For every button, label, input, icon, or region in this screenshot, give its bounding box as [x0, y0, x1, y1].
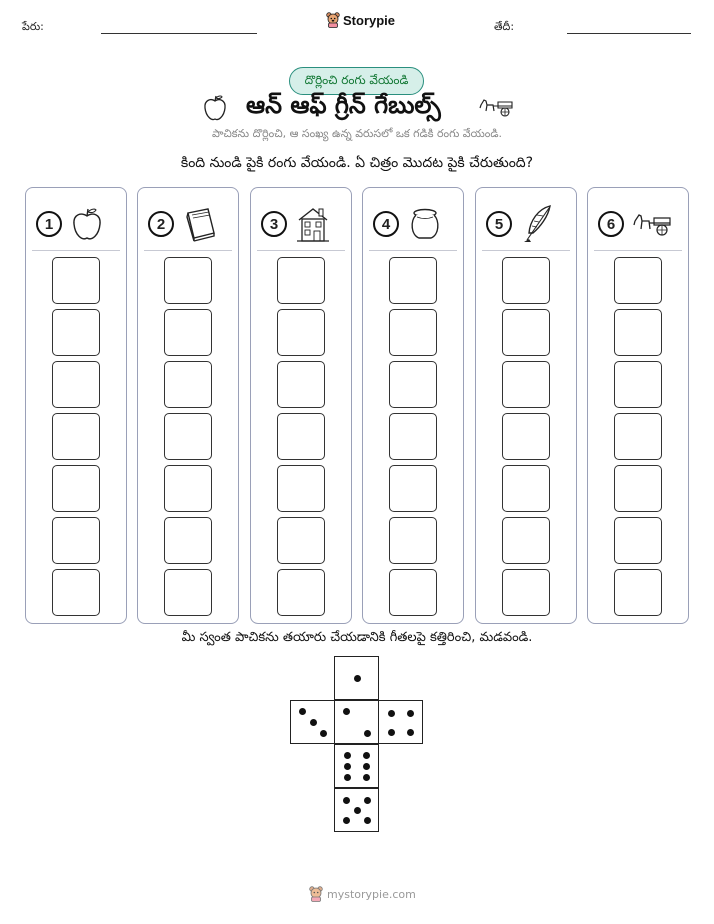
color-box[interactable] [502, 465, 550, 512]
color-box[interactable] [614, 257, 662, 304]
cutout-instruction: మీ స్వంత పాచికను తయారు చేయడానికి గీతలపై కత్తిరించి, మడవండి. [181, 630, 533, 645]
color-box[interactable] [389, 361, 437, 408]
color-box[interactable] [389, 517, 437, 564]
brand-name: Storypie [343, 12, 396, 28]
column-4 [362, 187, 464, 624]
color-box[interactable] [614, 465, 662, 512]
color-box[interactable] [52, 361, 100, 408]
column-number: 3 [261, 211, 287, 237]
horse-cart-icon [478, 96, 514, 118]
box-stack [614, 257, 662, 621]
color-box[interactable] [614, 361, 662, 408]
color-box[interactable] [164, 465, 212, 512]
die-face-1 [334, 656, 379, 700]
pot-icon [407, 205, 443, 243]
column-6 [587, 187, 689, 624]
horse-cart-icon [632, 210, 672, 238]
die-face-6 [334, 744, 379, 788]
color-box[interactable] [52, 465, 100, 512]
color-box[interactable] [614, 413, 662, 460]
color-box[interactable] [164, 257, 212, 304]
page-title: ఆన్ ఆఫ్ గ్రీన్ గేబుల్స్ [246, 91, 441, 119]
date-line[interactable] [567, 33, 691, 34]
column-5 [475, 187, 577, 624]
color-box[interactable] [502, 361, 550, 408]
feather-quill-icon [520, 203, 556, 245]
color-box[interactable] [164, 569, 212, 616]
color-box[interactable] [502, 413, 550, 460]
die-face-4 [378, 700, 423, 744]
column-1 [25, 187, 127, 624]
column-number: 1 [36, 211, 62, 237]
column-3 [250, 187, 352, 624]
color-box[interactable] [52, 257, 100, 304]
bear-icon [309, 886, 323, 902]
box-stack [502, 257, 550, 621]
column-number: 4 [373, 211, 399, 237]
name-line[interactable] [101, 33, 257, 34]
color-box[interactable] [502, 309, 550, 356]
color-box[interactable] [389, 309, 437, 356]
activity-badge: దొర్లించి రంగు వేయండి [289, 67, 424, 95]
color-box[interactable] [52, 569, 100, 616]
subtitle: పాచికను దొర్లించి, ఆ సంఖ్య ఉన్న వరుసలో ఒక గడికి రంగు వేయండి. [212, 127, 502, 140]
color-box[interactable] [277, 569, 325, 616]
color-box[interactable] [52, 309, 100, 356]
die-face-5 [334, 788, 379, 832]
date-label: తేదీ: [494, 20, 515, 33]
color-box[interactable] [389, 257, 437, 304]
die-face-3 [290, 700, 335, 744]
column-number: 5 [486, 211, 512, 237]
color-box[interactable] [164, 361, 212, 408]
book-icon [182, 205, 218, 243]
bear-icon [326, 12, 340, 28]
color-box[interactable] [502, 257, 550, 304]
color-box[interactable] [164, 413, 212, 460]
house-icon [295, 204, 331, 244]
color-box[interactable] [614, 569, 662, 616]
column-number: 2 [148, 211, 174, 237]
apple-icon [200, 93, 230, 123]
box-stack [277, 257, 325, 621]
die-face-2 [334, 700, 379, 744]
color-box[interactable] [389, 569, 437, 616]
question: కింది నుండి పైకి రంగు వేయండి. ఏ చిత్రం మొదట పైకి చేరుతుంది? [180, 155, 534, 171]
color-box[interactable] [502, 569, 550, 616]
color-box[interactable] [164, 517, 212, 564]
footer-url[interactable]: mystorypie.com [327, 887, 416, 901]
color-box[interactable] [277, 413, 325, 460]
brand-logo [326, 12, 395, 28]
apple-icon [70, 205, 104, 243]
footer [309, 886, 416, 902]
color-box[interactable] [614, 309, 662, 356]
color-box[interactable] [502, 517, 550, 564]
color-box[interactable] [277, 361, 325, 408]
color-box[interactable] [164, 309, 212, 356]
color-box[interactable] [52, 413, 100, 460]
name-label: పేరు: [22, 20, 44, 33]
box-stack [389, 257, 437, 621]
column-number: 6 [598, 211, 624, 237]
color-box[interactable] [277, 517, 325, 564]
color-box[interactable] [389, 413, 437, 460]
color-box[interactable] [52, 517, 100, 564]
box-stack [52, 257, 100, 621]
color-box[interactable] [389, 465, 437, 512]
column-2 [137, 187, 239, 624]
color-box[interactable] [614, 517, 662, 564]
color-box[interactable] [277, 309, 325, 356]
box-stack [164, 257, 212, 621]
color-box[interactable] [277, 465, 325, 512]
color-box[interactable] [277, 257, 325, 304]
